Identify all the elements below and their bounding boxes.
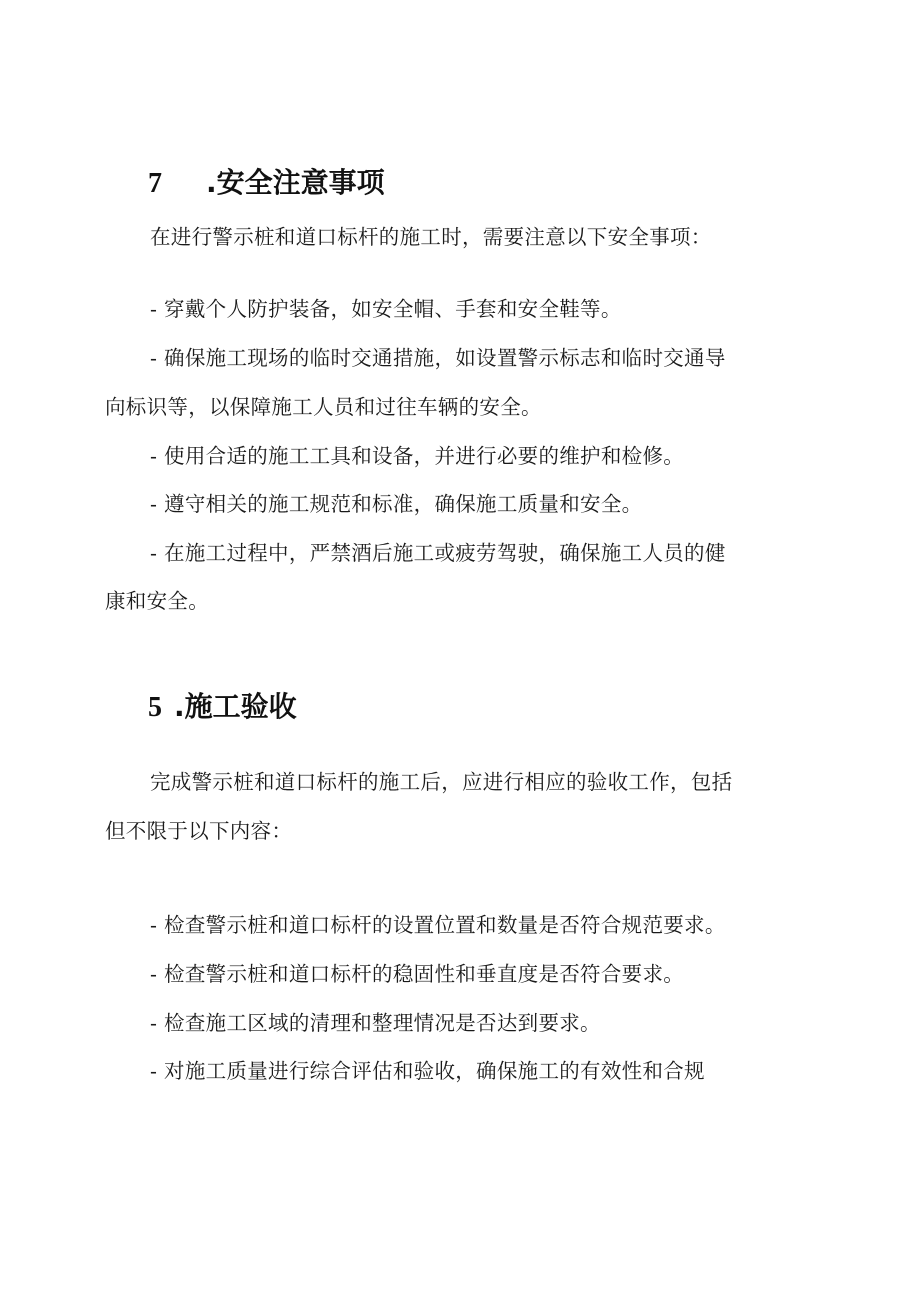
section-7-item: - 使用合适的施工工具和设备，并进行必要的维护和检修。 [150, 444, 685, 468]
section-5-number: 5 [148, 692, 162, 723]
section-7-item-continuation: 康和安全。 [105, 589, 209, 613]
section-5-item: - 对施工质量进行综合评估和验收，确保施工的有效性和合规 [150, 1059, 705, 1083]
section-5-intro: 完成警示桩和道口标杆的施工后，应进行相应的验收工作，包括 [150, 770, 733, 794]
section-5-heading [148, 690, 297, 725]
section-7-number: 7 [148, 168, 162, 199]
section-7-item: - 遵守相关的施工规范和标准，确保施工质量和安全。 [150, 492, 643, 516]
section-7-item: - 确保施工现场的临时交通措施，如设置警示标志和临时交通导 [150, 346, 726, 370]
section-5-title: .施工验收 [174, 690, 297, 723]
section-7-heading [148, 166, 385, 201]
section-5-item: - 检查警示桩和道口标杆的稳固性和垂直度是否符合要求。 [150, 962, 685, 986]
section-7-item-continuation: 向标识等，以保障施工人员和过往车辆的安全。 [105, 395, 542, 419]
section-5-intro-continuation: 但不限于以下内容： [105, 819, 293, 843]
section-7-item: - 在施工过程中，严禁酒后施工或疲劳驾驶，确保施工人员的健 [150, 541, 726, 565]
section-7-item: - 穿戴个人防护装备，如安全帽、手套和安全鞋等。 [150, 297, 622, 321]
section-7-intro: 在进行警示桩和道口标杆的施工时，需要注意以下安全事项： [150, 225, 712, 249]
section-5-item: - 检查警示桩和道口标杆的设置位置和数量是否符合规范要求。 [150, 913, 726, 937]
section-5-item: - 检查施工区域的清理和整理情况是否达到要求。 [150, 1011, 601, 1035]
section-7-title: .安全注意事项 [206, 166, 385, 199]
